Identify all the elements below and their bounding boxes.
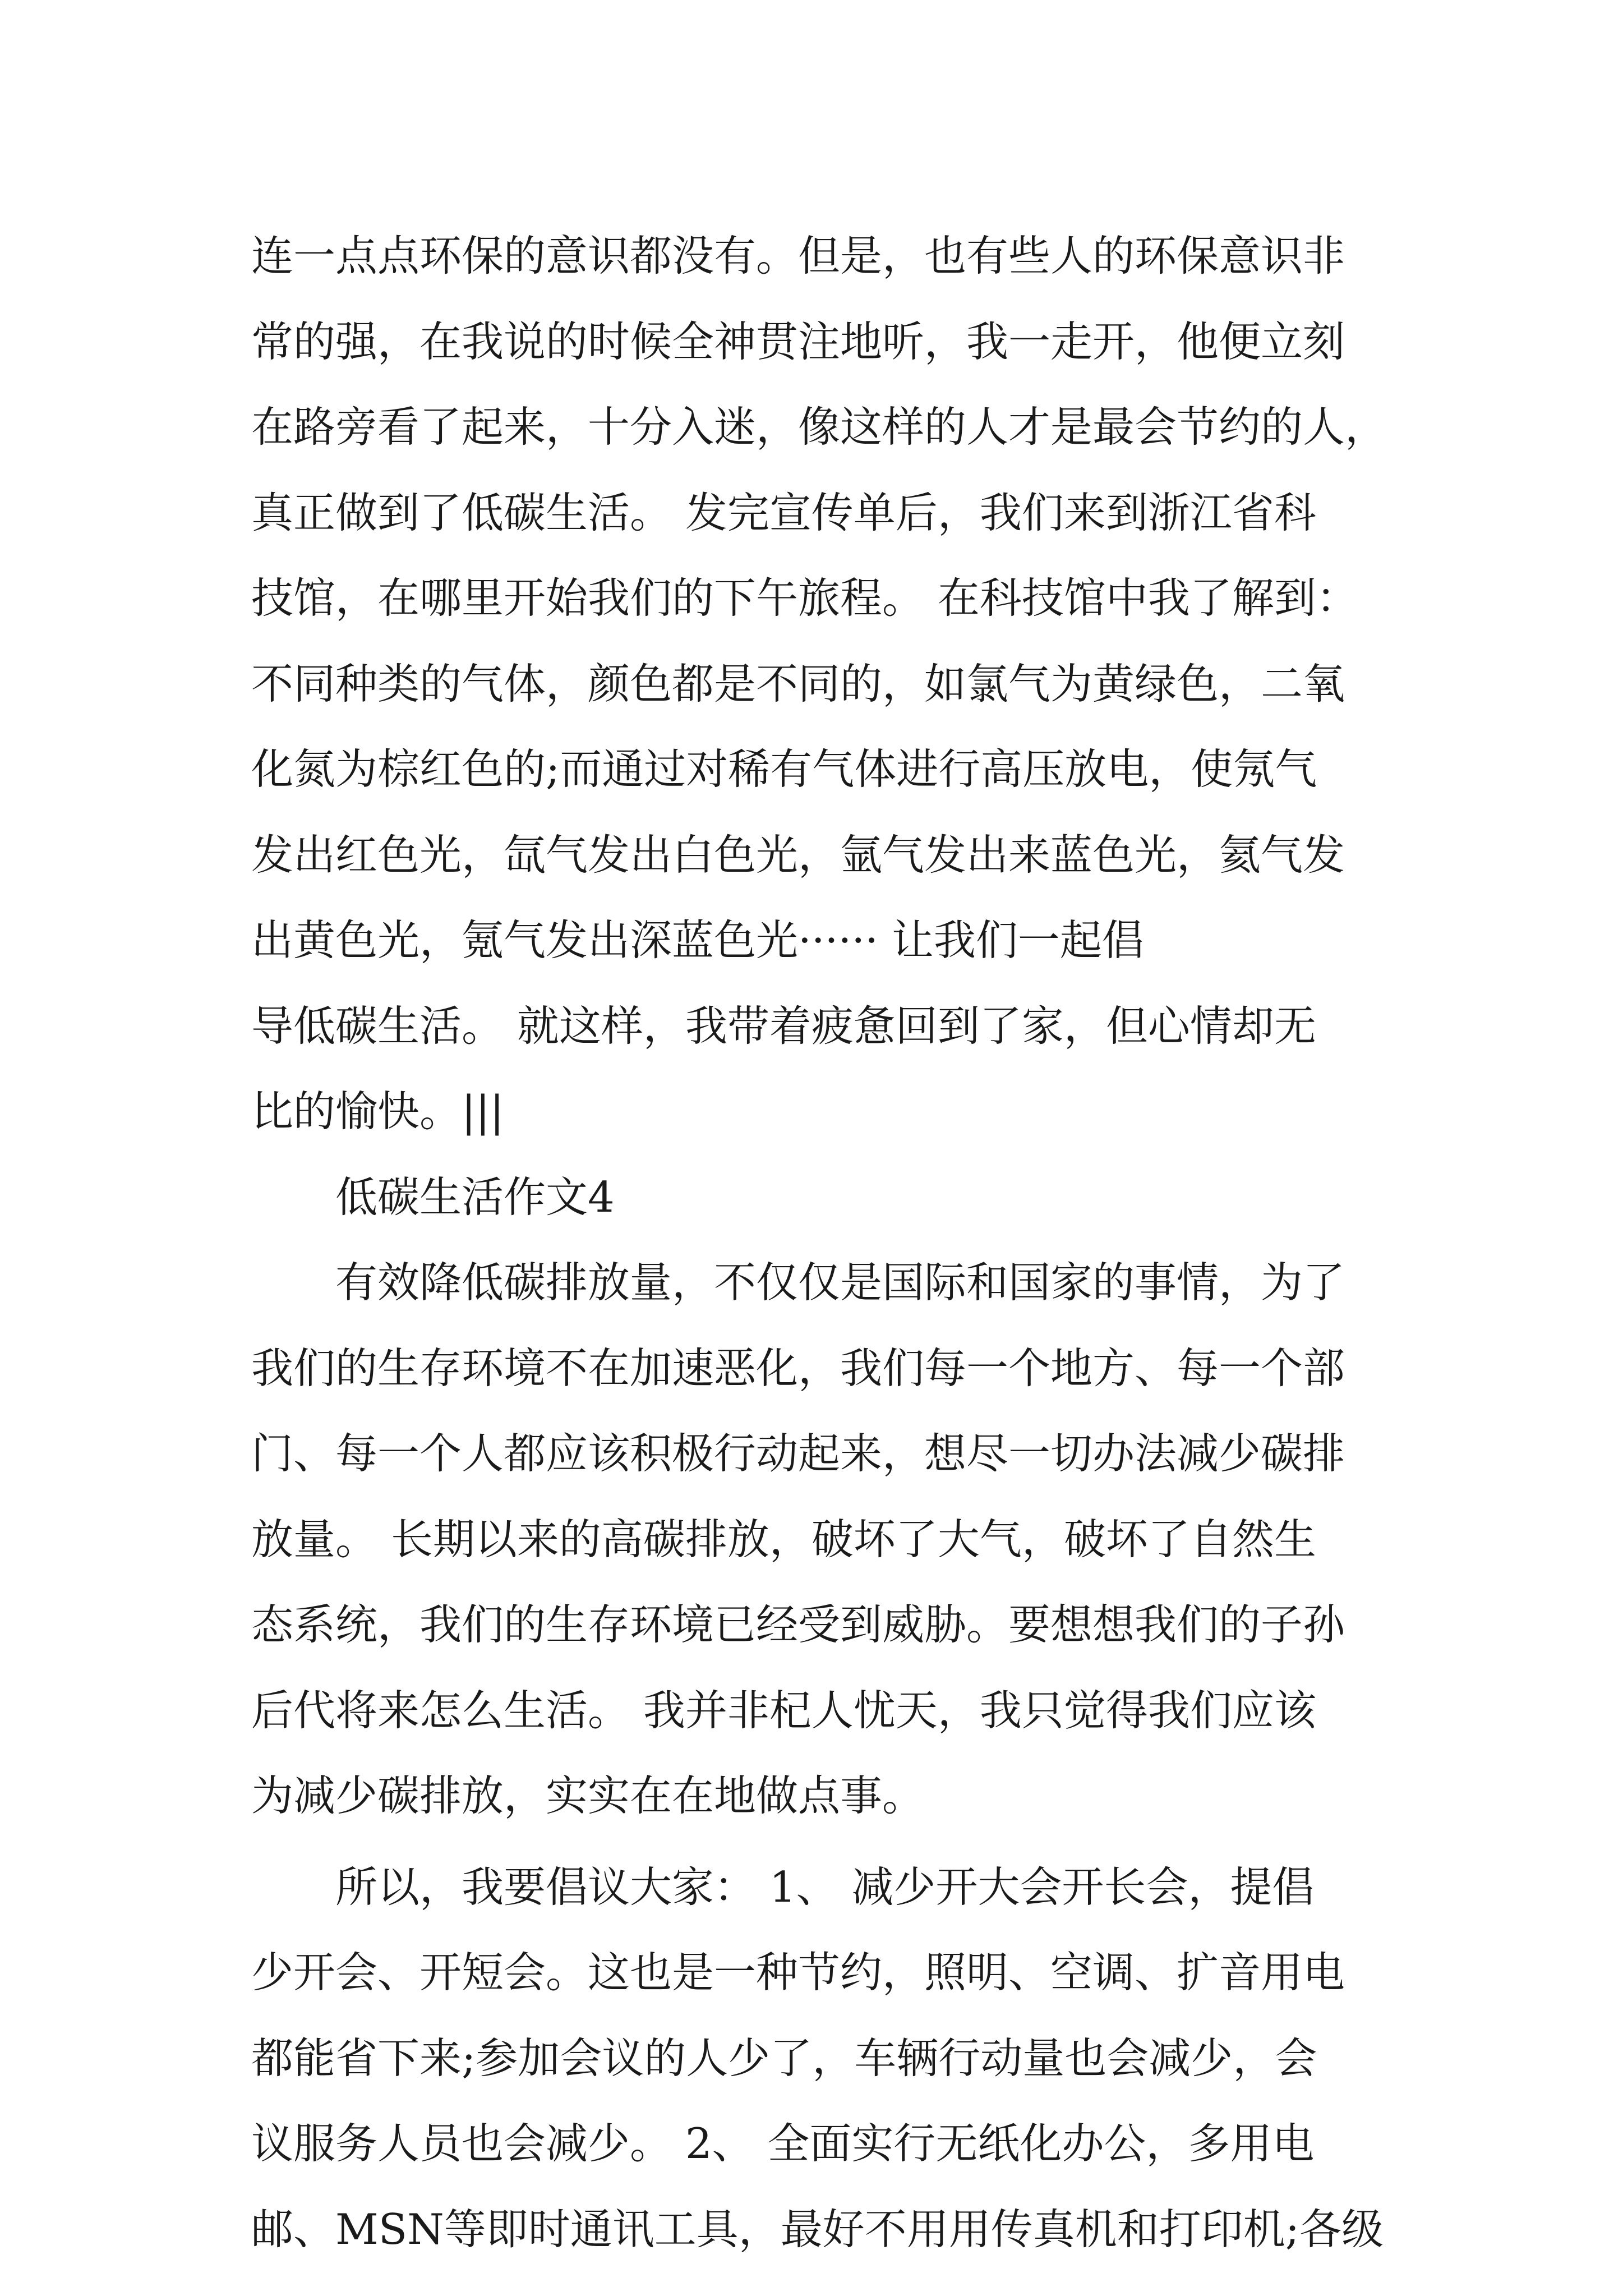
text-line: 邮、MSN等即时通讯工具，最好不用用传真机和打印机;各级 bbox=[251, 2204, 1384, 2254]
text-line: 不同种类的气体，颜色都是不同的，如氯气为黄绿色，二氧 bbox=[251, 659, 1345, 708]
text-line: 我们的生存环境不在加速恶化，我们每一个地方、每一个部 bbox=[251, 1343, 1345, 1393]
text-line: 少开会、开短会。这也是一种节约，照明、空调、扩音用电 bbox=[251, 1948, 1345, 1997]
paragraph bbox=[251, 1844, 1395, 2272]
paragraph bbox=[251, 1240, 1395, 1839]
text-line: 都能省下来;参加会议的人少了，车辆行动量也会减少，会 bbox=[251, 2033, 1317, 2083]
text-line: 技馆，在哪里开始我们的下午旅程。 在科技馆中我了解到： bbox=[251, 573, 1358, 623]
text-line: 发出红色光，氙气发出白色光，氩气发出来蓝色光，氦气发 bbox=[251, 830, 1345, 880]
paragraph-gap bbox=[251, 1839, 1395, 1844]
text-line: 比的愉快。||| bbox=[251, 1087, 504, 1136]
text-line: 为减少碳排放，实实在在地做点事。 bbox=[251, 1771, 925, 1820]
text-line: 连一点点环保的意识都没有。但是，也有些人的环保意识非 bbox=[251, 231, 1345, 280]
text-line: 议服务人员也会减少。 2、 全面实行无纸化办公，多用电 bbox=[251, 2119, 1315, 2168]
text-line: 出黄色光，氪气发出深蓝色光······ 让我们一起倡 bbox=[251, 915, 1144, 965]
text-line: 态系统，我们的生存环境已经受到威胁。要想想我们的子孙 bbox=[251, 1600, 1345, 1649]
text-line: 门、每一个人都应该积极行动起来，想尽一切办法减少碳排 bbox=[251, 1429, 1345, 1478]
text-line: 所以，我要倡议大家： 1、 减少开大会开长会，提倡 bbox=[335, 1862, 1315, 1912]
text-line: 化氮为棕红色的;而通过对稀有气体进行高压放电，使氖气 bbox=[251, 744, 1317, 794]
document-body bbox=[251, 213, 1395, 2272]
paragraph-continued bbox=[251, 213, 1395, 1154]
text-line: 常的强，在我说的时候全神贯注地听，我一走开，他便立刻 bbox=[251, 316, 1345, 366]
text-line: 在路旁看了起来，十分入迷，像这样的人才是最会节约的人， bbox=[251, 402, 1387, 452]
text-line: 导低碳生活。 就这样，我带着疲惫回到了家，但心情却无 bbox=[251, 1001, 1316, 1051]
text-line: 后代将来怎么生活。 我并非杞人忧天，我只觉得我们应该 bbox=[251, 1685, 1316, 1735]
text-line: 放量。 长期以来的高碳排放，破坏了大气，破坏了自然生 bbox=[251, 1514, 1316, 1564]
text-line: 有效降低碳排放量，不仅仅是国际和国家的事情，为了 bbox=[335, 1258, 1345, 1307]
section-title: 低碳生活作文4 bbox=[335, 1172, 615, 1222]
text-line: 真正做到了低碳生活。 发完宣传单后，我们来到浙江省科 bbox=[251, 487, 1316, 537]
